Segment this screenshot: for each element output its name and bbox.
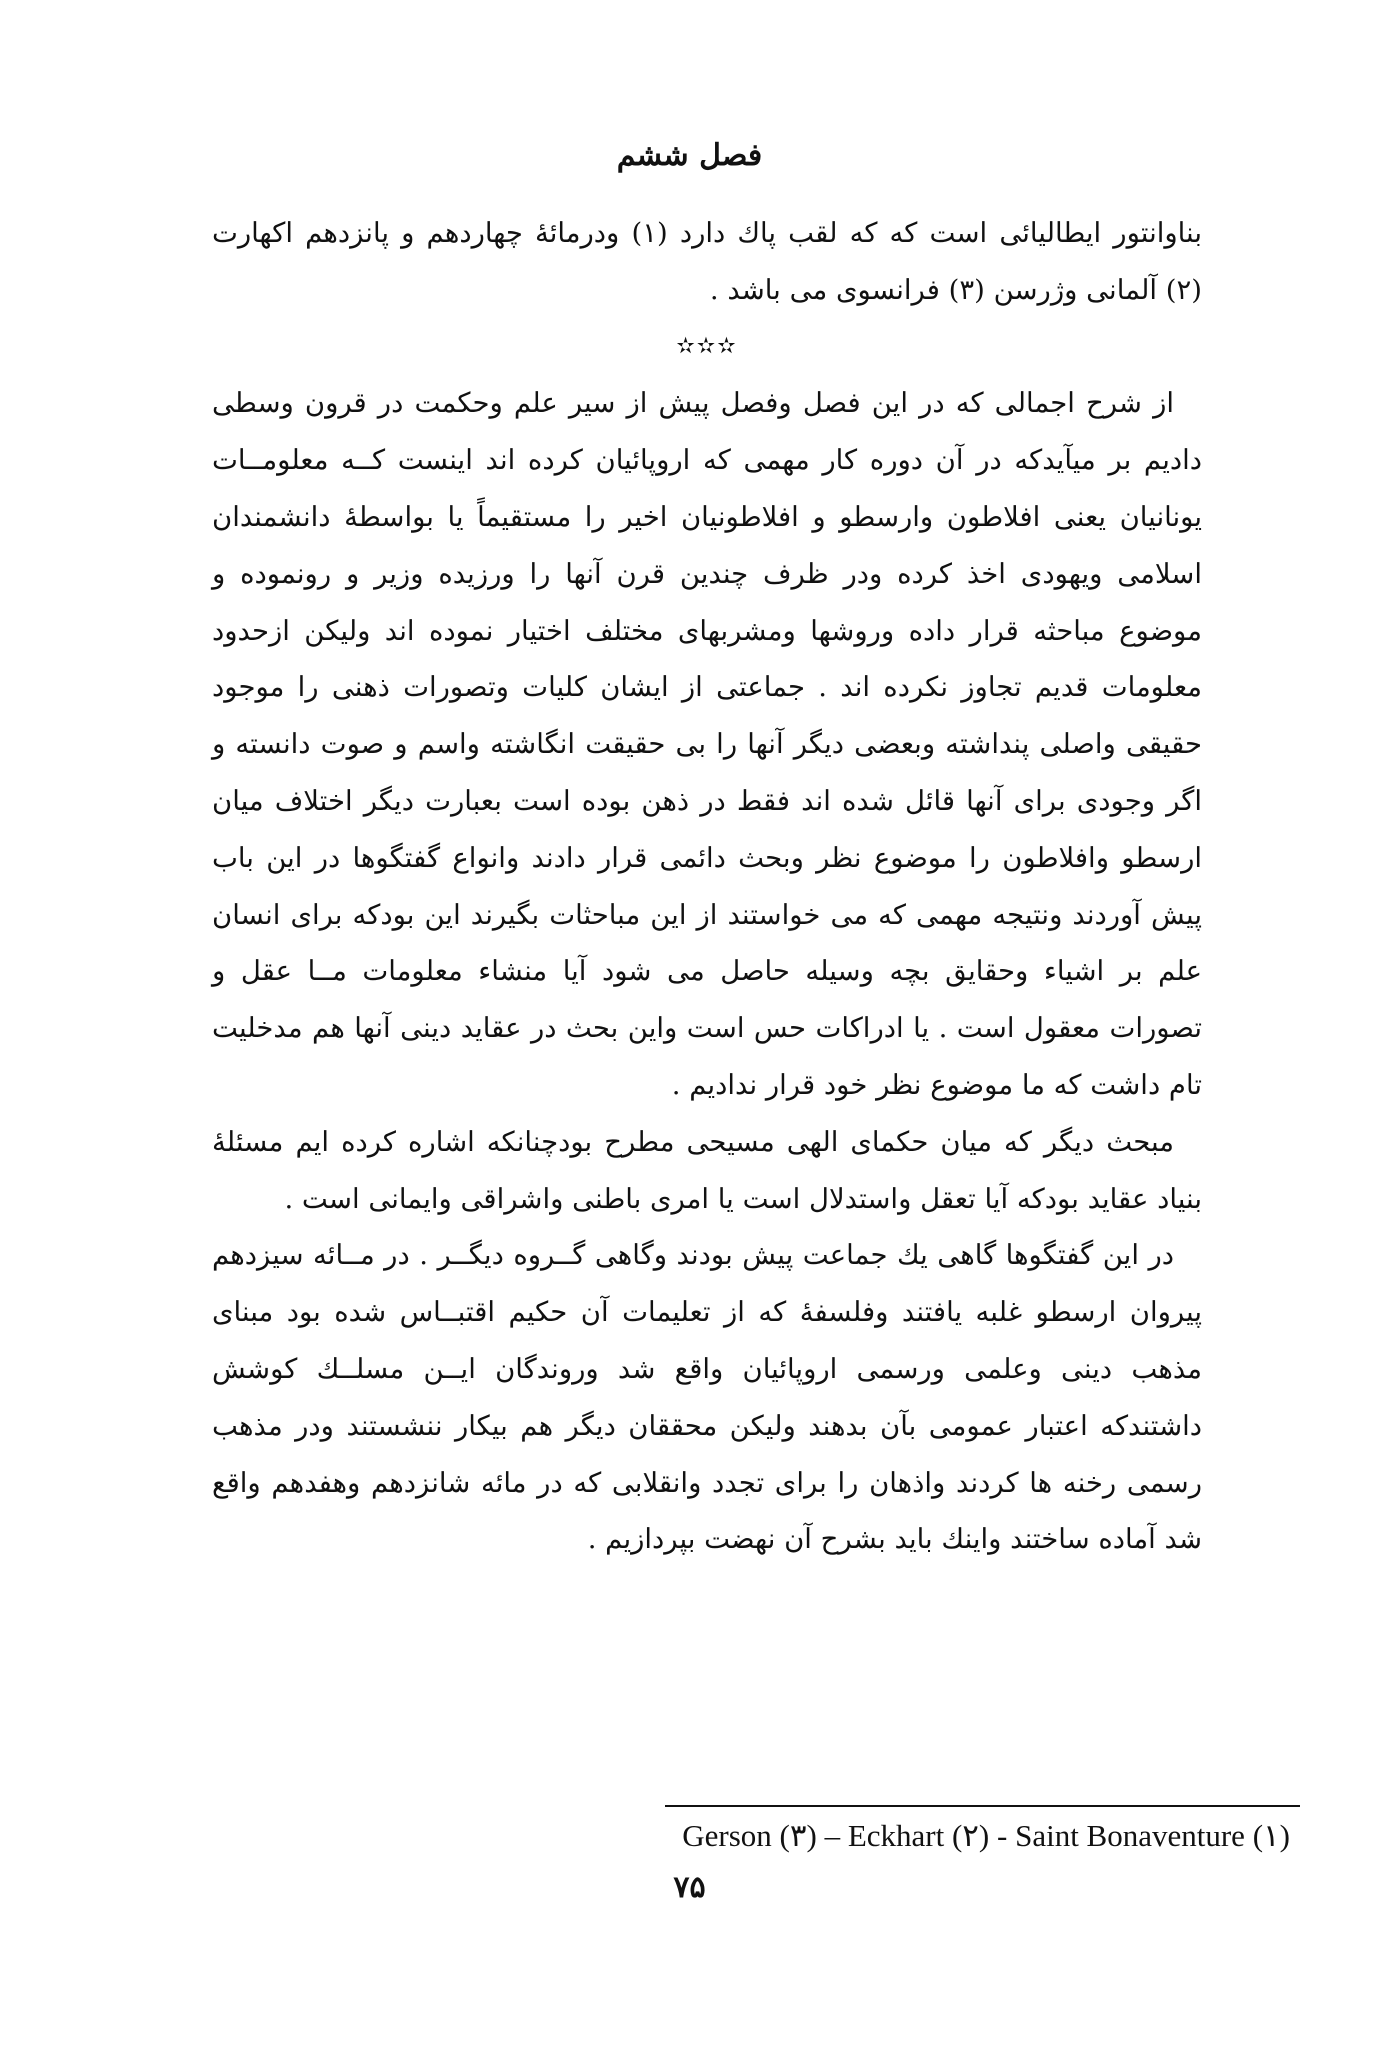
footnote-divider (665, 1805, 1300, 1807)
section-break-stars: ✫✫✫ (676, 333, 738, 359)
page-number: ۷۵ (673, 1870, 706, 1905)
chapter-title: فصل ششم (616, 138, 763, 173)
paragraph-2: از شرح اجمالی که در این فصل وفصل پیش از سیر علم وحکمت در قرون وسطی دادیم بر میآیدکه در آن دوره کار مهمی که اروپائیان کرده اند اینست کــه معلومــات یونانیان یعنی افلاطون وارسطو و افلاطونیان اخیر را مستقیماً یا بواسطهٔ دانشمندان اسلامی ویهودی اخذ کرده ودر ظرف چندین قرن آنها را ورزیده وزیر و رونموده و موضوع مباحثه قرار داده وروشها ومشربهای مختلف اختیار نموده اند ولیکن ازحدود معلومات قدیم تجاوز نکرده اند . جماعتی از ایشان کلیات وتصورات ذهنی را موجود حقیقی واصلی پنداشته وبعضی دیگر آنها را بی حقیقت انگاشته واسم و صوت دانسته و اگر وجودی برای آنها قائل شده اند فقط در ذهن بوده است بعبارت دیگر اختلاف میان ارسطو وافلاطون را موضوع نظر وبحث دائمی قرار دادند وانواع گفتگوها در این باب پیش آوردند ونتیجه مهمی که می خواستند از این مباحثات بگیرند این بودکه برای انسان علم بر اشیاء وحقایق بچه وسیله حاصل می شود آیا منشاء معلومات مــا عقل و تصورات معقول است . یا ادراکات حس است واین بحث در عقاید دینی آنها هم مدخلیت تام داشت که ما موضوع نظر خود قرار ندادیم . (212, 387, 1202, 1101)
paragraph-3: مبحث دیگر که میان حکمای الهی مسیحی مطرح بودچنانکه اشاره کرده ایم مسئلهٔ بنیاد عقاید بودکه آیا تعقل واستدلال است یا امری باطنی واشراقی وایمانی است . (212, 1125, 1202, 1215)
footnotes: Gerson (۳) – Eckhart (۲) - Saint Bonaventure (۱) (682, 1818, 1290, 1853)
paragraph-1: بناوانتور ایطالیائی است که که لقب پاك دارد (۱) ودرمائهٔ چهاردهم و پانزدهم اکهارت (۲) آلمانی وژرسن (۳) فرانسوی می باشد . (212, 217, 1202, 306)
paragraph-4: در این گفتگوها گاهی یك جماعت پیش بودند وگاهی گــروه دیگــر . در مــائه سیزدهم پیروان ارسطو غلبه یافتند وفلسفهٔ که از تعلیمات آن حکیم اقتبــاس شده بود مبنای مذهب دینی وعلمی ورسمی اروپائیان واقع شد وروندگان ایــن مسلــك کوشش داشتندکه اعتبار عمومی بآن بدهند ولیکن محققان دیگر هم بیکار ننشستند ودر مذهب رسمی رخنه ها کردند واذهان را برای تجدد وانقلابی که در مائه شانزدهم وهفدهم واقع شد آماده ساختند واینك باید بشرح آن نهضت بپردازیم . (212, 1239, 1202, 1556)
body-text (212, 205, 1202, 1568)
